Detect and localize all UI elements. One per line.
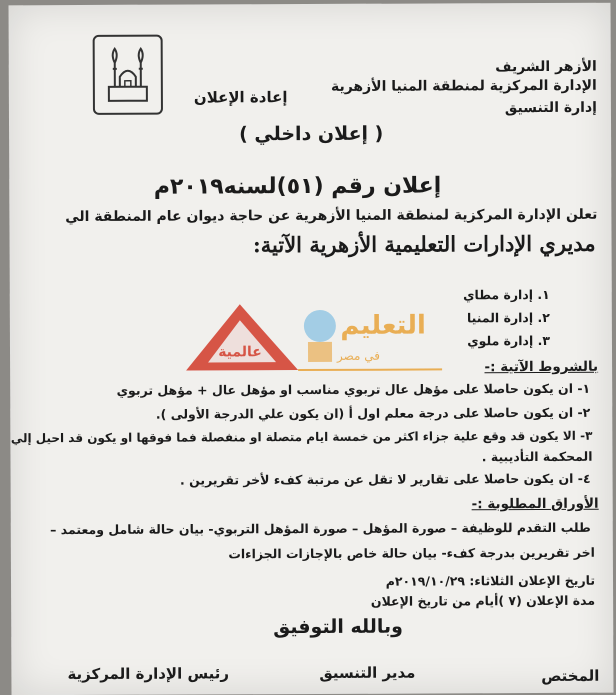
signature-central-admin-head: رئيس الإدارة المركزية <box>67 664 229 683</box>
org-line-1: الأزهر الشريف <box>495 59 597 75</box>
condition-item: ٣- الا يكون قد وقع علية جزاء اكثر من خمسة ايام متصلة او منفصلة فما فوقها او يكون قد احيل إلي <box>11 429 593 446</box>
department-item: ١. إدارة مطاي <box>463 287 550 302</box>
department-item: ٣. إدارة ملوي <box>467 333 550 348</box>
documents-line: طلب التقدم للوظيفة – صورة المؤهل – صورة المؤهل التربوي- بيان حالة شامل ومعتمد – <box>50 520 591 537</box>
documents-line: اخر تقريرين بدرجة كفء- بيان حالة خاص بالإجازات الجزاءات <box>228 545 595 562</box>
condition-item: ٤- ان يكون حاصلا على تقارير لا تقل عن مرتبة كفء لأخر تقريرين . <box>180 471 591 488</box>
watermark-logo-text: عالمية <box>218 344 262 360</box>
condition-item: ٢- ان يكون حاصلا على درجة معلم اول أ (ان يكون علي الدرجة الأولى ). <box>156 405 590 422</box>
announcement-number: إعلان رقم (٥١)لسنه٢٠١٩م <box>154 173 442 199</box>
reannounce-label: إعادة الإعلان <box>194 88 288 106</box>
documents-heading: الأوراق المطلوبة :- <box>472 496 599 513</box>
org-line-3: إدارة التنسيق <box>505 100 597 116</box>
announcement-duration: مدة الإعلان (٧ )أيام من تاريخ الإعلان <box>371 593 595 609</box>
watermark-sub-text: في مصر <box>336 349 380 364</box>
announcement-date: تاريخ الإعلان الثلاثاء: ٢٠١٩/١٠/٢٩م <box>386 573 595 589</box>
org-line-2: الإدارة المركزية لمنطقة المنيا الأزهرية <box>331 78 597 95</box>
document-page <box>8 3 613 695</box>
al-azhar-logo <box>93 35 163 115</box>
condition-item: ١- ان يكون حاصلا على مؤهل عال تربوي مناسب او مؤهل عال + مؤهل تربوي <box>117 381 591 398</box>
watermark-logo <box>180 289 452 382</box>
closing-text: وبالله التوفيق <box>273 616 403 639</box>
conditions-heading: بالشروط الآتية :- <box>484 359 598 375</box>
watermark-brand-text: التعليم <box>340 310 426 340</box>
signature-specialist: المختص <box>541 667 599 685</box>
department-item: ٢. إدارة المنيا <box>467 310 550 325</box>
headline: مديري الإدارات التعليمية الأزهرية الآتية: <box>253 231 596 257</box>
signature-coordination-director: مدير التنسيق <box>319 664 415 682</box>
intro-text: تعلن الإدارة المركزية لمنطقة المنيا الأزهرية عن حاجة ديوان عام المنطقة الي <box>65 207 597 225</box>
internal-announcement-title: ( إعلان داخلي ) <box>239 123 383 146</box>
condition-item-continued: المحكمة التأديبية . <box>482 449 593 464</box>
